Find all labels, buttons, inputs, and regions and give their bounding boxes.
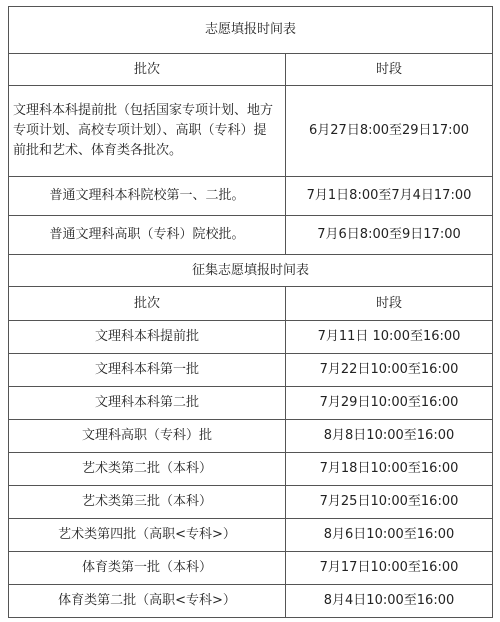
table2-title: 征集志愿填报时间表 <box>9 255 493 287</box>
table2-title-row <box>9 255 493 287</box>
table2-row-batch: 体育类第二批（高职<专科>） <box>9 585 286 618</box>
table2-row-time: 8月4日10:00至16:00 <box>286 585 493 618</box>
table2-row <box>9 321 493 354</box>
table2-header-time: 时段 <box>286 287 493 321</box>
table1-row-batch: 普通文理科本科院校第一、二批。 <box>9 177 286 216</box>
table1-row <box>9 216 493 255</box>
table2-row-time: 8月8日10:00至16:00 <box>286 420 493 453</box>
schedule-document <box>8 6 492 618</box>
table1-row-batch: 文理科本科提前批（包括国家专项计划、地方专项计划、高校专项计划）、高职（专科）提前批和艺术、体育类各批次。 <box>9 86 286 177</box>
table2-row-batch: 艺术类第四批（高职<专科>） <box>9 519 286 552</box>
table2-row <box>9 420 493 453</box>
table2-row <box>9 387 493 420</box>
table2-row-batch: 文理科本科提前批 <box>9 321 286 354</box>
table1-row-time: 6月27日8:00至29日17:00 <box>286 86 493 177</box>
table2-row <box>9 486 493 519</box>
table1-title-row <box>9 7 493 54</box>
table2-row <box>9 552 493 585</box>
table2-row <box>9 585 493 618</box>
table2-row-time: 7月11日 10:00至16:00 <box>286 321 493 354</box>
table1-row <box>9 86 493 177</box>
schedule-table <box>8 6 493 618</box>
table2-row-batch: 文理科高职（专科）批 <box>9 420 286 453</box>
table2-header-batch: 批次 <box>9 287 286 321</box>
table2-row <box>9 519 493 552</box>
table2-row-batch: 艺术类第二批（本科） <box>9 453 286 486</box>
table2-row-time: 7月25日10:00至16:00 <box>286 486 493 519</box>
table1-row-time: 7月1日8:00至7月4日17:00 <box>286 177 493 216</box>
table2-row-batch: 文理科本科第二批 <box>9 387 286 420</box>
table2-row <box>9 354 493 387</box>
table2-row-time: 7月18日10:00至16:00 <box>286 453 493 486</box>
table2-row-batch: 体育类第一批（本科） <box>9 552 286 585</box>
table1-row <box>9 177 493 216</box>
table1-row-time: 7月6日8:00至9日17:00 <box>286 216 493 255</box>
table1-header-batch: 批次 <box>9 54 286 86</box>
table2-row-time: 7月22日10:00至16:00 <box>286 354 493 387</box>
table2-row-time: 8月6日10:00至16:00 <box>286 519 493 552</box>
table2-row-batch: 文理科本科第一批 <box>9 354 286 387</box>
table2-row <box>9 453 493 486</box>
table1-header-time: 时段 <box>286 54 493 86</box>
table1-title: 志愿填报时间表 <box>9 7 493 54</box>
table1-row-batch: 普通文理科高职（专科）院校批。 <box>9 216 286 255</box>
table2-row-time: 7月29日10:00至16:00 <box>286 387 493 420</box>
table1-header-row <box>9 54 493 86</box>
table2-header-row <box>9 287 493 321</box>
table2-row-batch: 艺术类第三批（本科） <box>9 486 286 519</box>
table2-row-time: 7月17日10:00至16:00 <box>286 552 493 585</box>
